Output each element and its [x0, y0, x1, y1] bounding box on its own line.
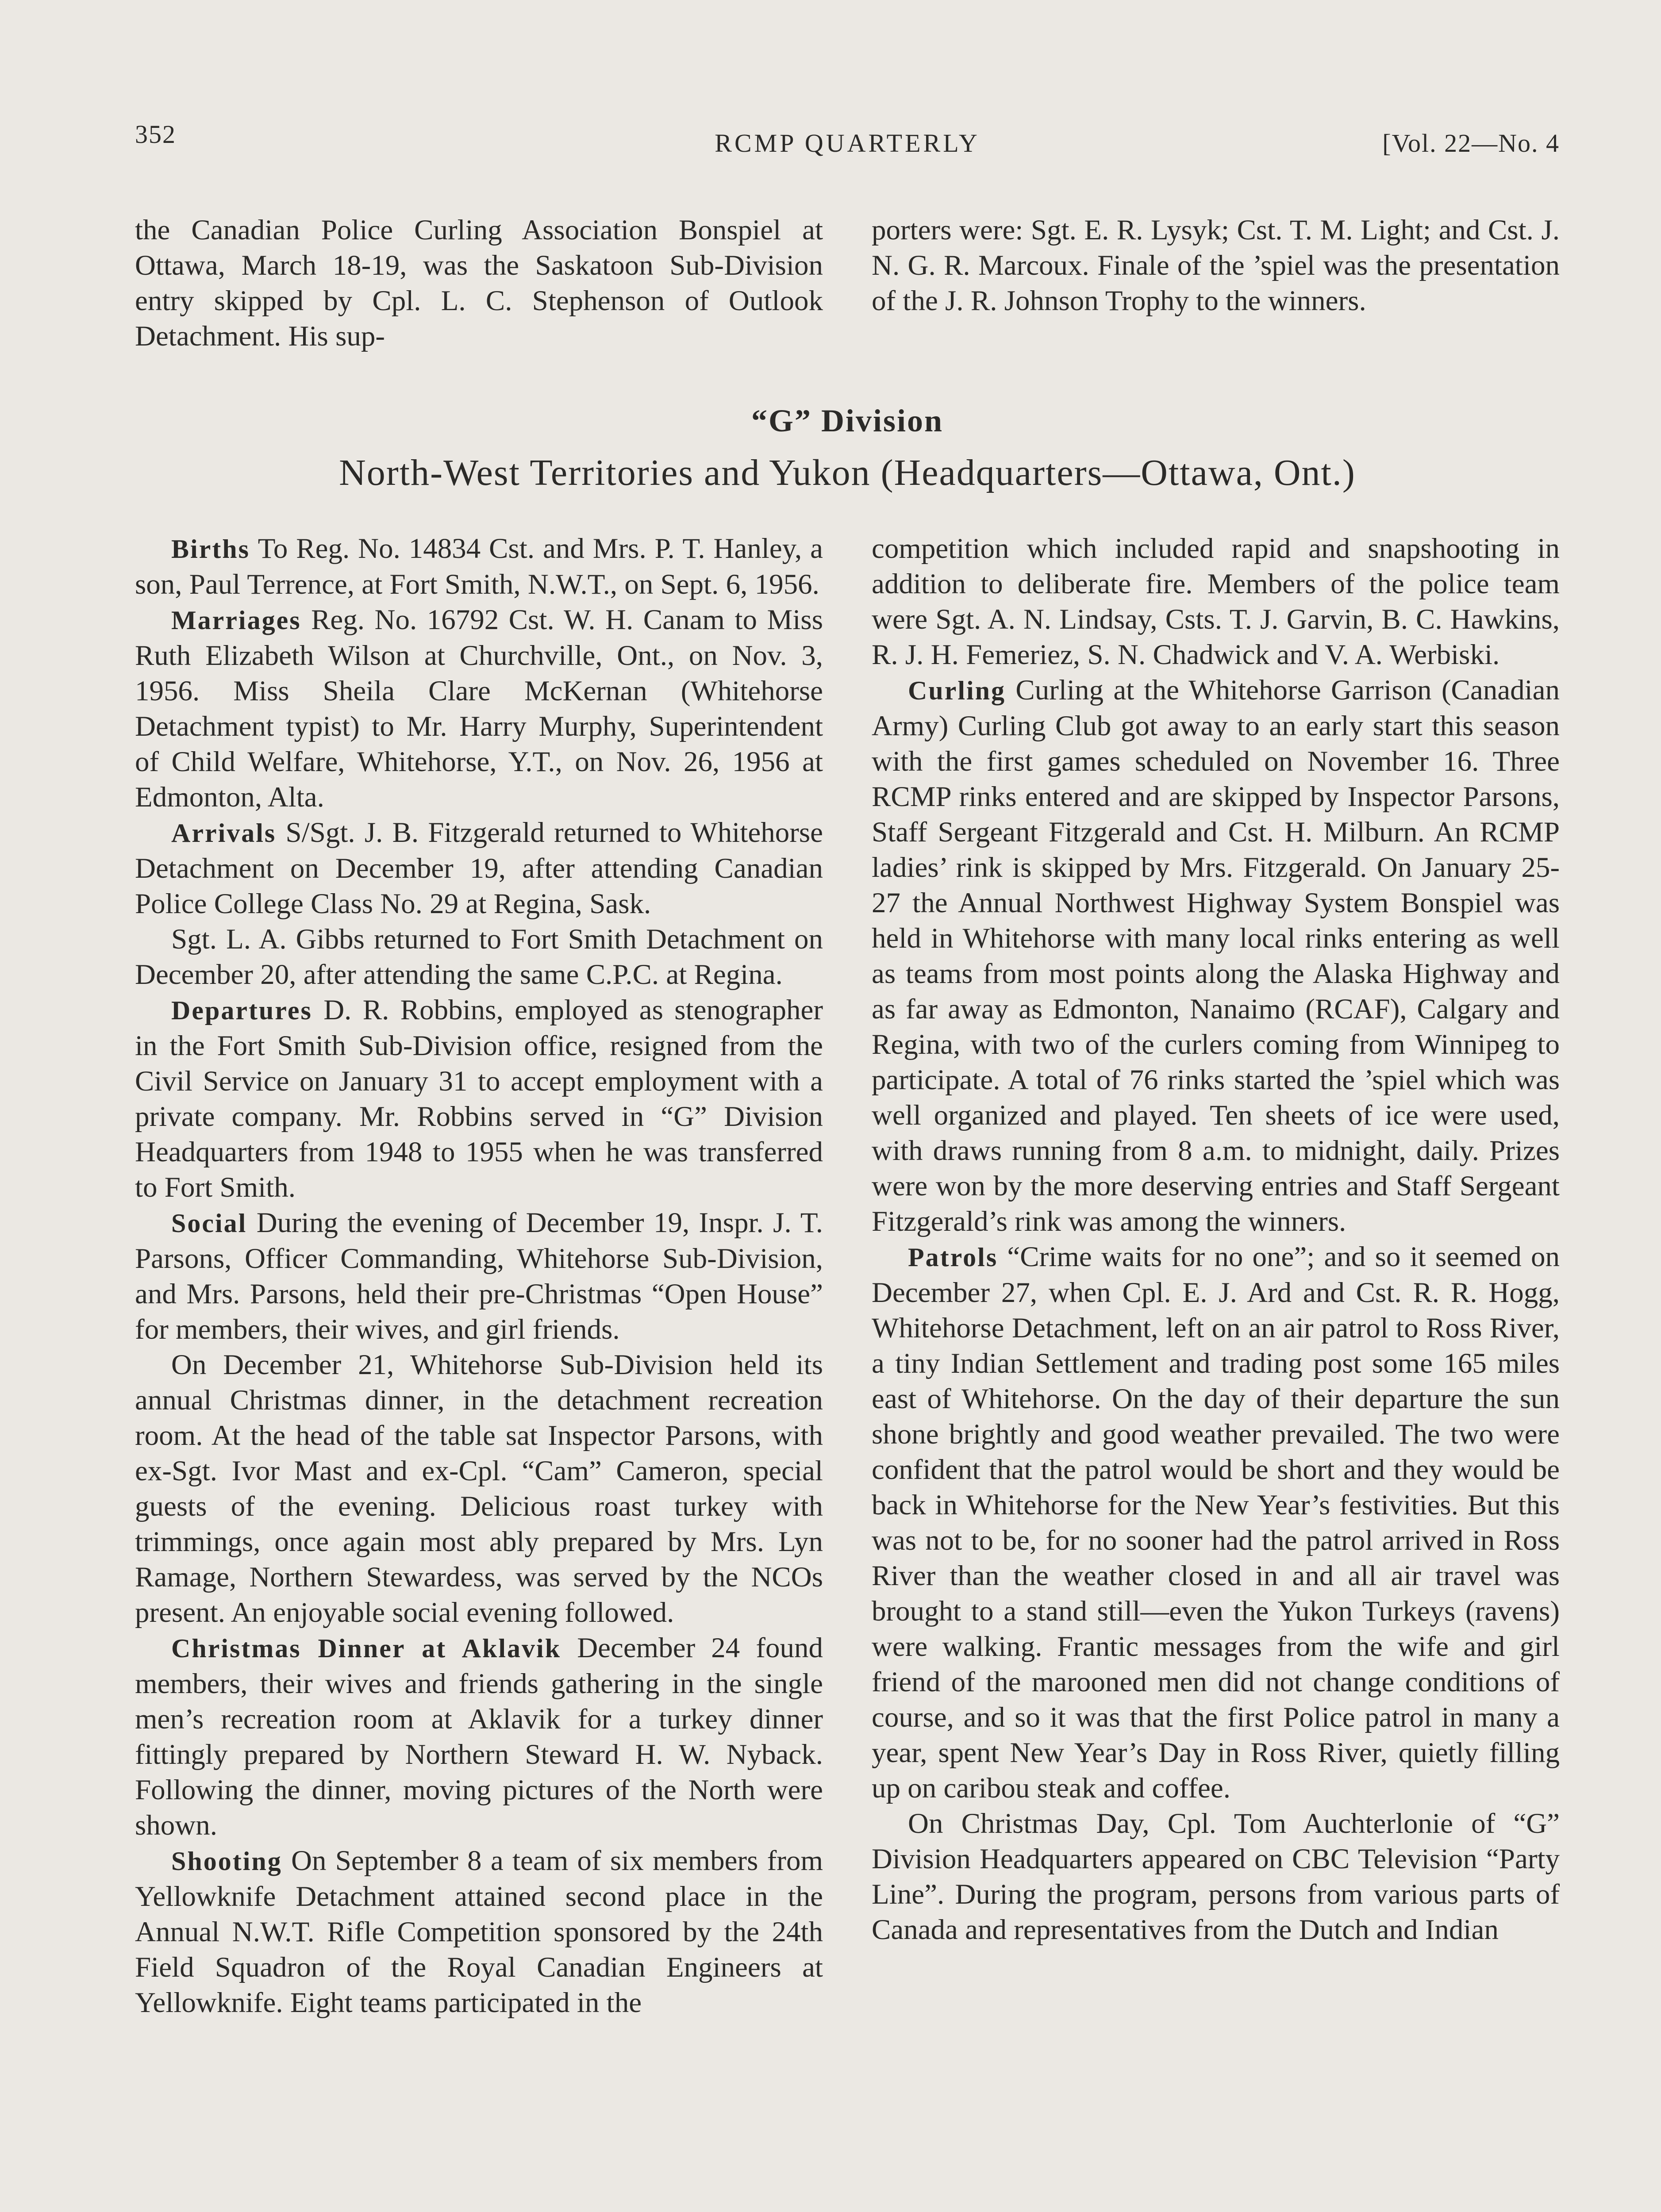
article-paragraph: [135, 1205, 823, 1347]
division-subtitle: North-West Territories and Yukon (Headquarters—Ottawa, Ont.): [339, 452, 1356, 493]
paragraph-lead-heading: Departures: [171, 996, 312, 1025]
main-right-column: [872, 531, 1560, 1947]
top-left-column: [135, 212, 823, 354]
article-paragraph: [135, 815, 823, 922]
page-number: 352: [135, 120, 176, 149]
paragraph-text: D. R. Robbins, employed as stenographer in the Fort Smith Sub-Division office, resigned from the Civil Service on January 31 to accept employment with a private company. Mr. Robbins served in “G” Division Headquarters from 1948 to 1955 when he was transferred to Fort Smith.: [135, 994, 823, 1203]
division-title: “G” Division: [751, 403, 944, 438]
article-paragraph: [135, 922, 823, 992]
paragraph-text: To Reg. No. 14834 Cst. and Mrs. P. T. Hanley, a son, Paul Terrence, at Fort Smith, N.W.T., on Sept. 6, 1956.: [135, 533, 823, 600]
paragraph-lead-heading: Patrols: [908, 1243, 998, 1272]
article-paragraph: [872, 1239, 1560, 1806]
article-paragraph: [135, 1843, 823, 2020]
main-left-column: [135, 531, 823, 2020]
article-paragraph: [872, 531, 1560, 672]
paragraph-lead-heading: Christmas Dinner at Aklavik: [171, 1634, 561, 1663]
page-header: [135, 119, 1560, 164]
running-title: RCMP QUARTERLY: [715, 129, 980, 157]
paragraph-text: On December 21, Whitehorse Sub-Division held its annual Christmas dinner, in the detachment recreation room. At the head of the table sat Inspector Parsons, with ex-Sgt. Ivor Mast and ex-Cpl. “Cam” Cameron, special guests of the evening. Delicious roast turkey with trimmings, once again most ably prepared by Mrs. Lyn Ramage, Northern Stewardess, was served by the NCOs present. An enjoyable social evening followed.: [135, 1349, 823, 1628]
paragraph-text: “Crime waits for no one”; and so it seemed on December 27, when Cpl. E. J. Ard and Cst. R. R. Hogg, Whitehorse Detachment, left on an air patrol to Ross River, a tiny Indian Settlement and trading post some 165 miles east of Whitehorse. On the day of their departure the sun shone brightly and good weather prevailed. The two were confident that the patrol would be short and they would be back in Whitehorse for the New Year’s festivities. But this was not to be, for no sooner had the patrol arrived in Ross River than the weather closed in and all air travel was brought to a stand still—even the Yukon Turkeys (ravens) were walking. Frantic messages from the wife and girl friend of the marooned men did not change conditions of course, and so it was that the first Police patrol in many a year, spent New Year’s Day in Ross River, quietly filling up on caribou steak and coffee.: [872, 1241, 1560, 1804]
paragraph-text: competition which included rapid and snapshooting in addition to deliberate fire. Members of the police team were Sgt. A. N. Lindsay, Csts. T. J. Garvin, B. C. Hawkins, R. J. H. Femeriez, S. N. Chadwick and V. A. Werbiski.: [872, 533, 1560, 671]
paragraph-text: Curling at the Whitehorse Garrison (Canadian Army) Curling Club got away to an early start this season with the first games scheduled on November 16. Three RCMP rinks entered and are skipped by Inspector Parsons, Staff Sergeant Fitzgerald and Cst. H. Milburn. An RCMP ladies’ rink is skipped by Mrs. Fitzgerald. On January 25-27 the Annual Northwest Highway System Bonspiel was held in Whitehorse with many local rinks entering as well as teams from most points along the Alaska Highway and as far away as Edmonton, Nanaimo (RCAF), Calgary and Regina, with two of the curlers coming from Winnipeg to participate. A total of 76 rinks started the ’spiel which was well organized and played. Ten sheets of ice were used, with draws running from 8 a.m. to midnight, daily. Prizes were won by the more deserving entries and Staff Sergeant Fitzgerald’s rink was among the winners.: [872, 674, 1560, 1237]
article-paragraph: [135, 992, 823, 1205]
article-paragraph: [135, 531, 823, 602]
article-paragraph: [872, 672, 1560, 1239]
paragraph-text: During the evening of December 19, Inspr. J. T. Parsons, Officer Commanding, Whitehorse Sub-Division, and Mrs. Parsons, held their pre-Christmas “Open House” for members, their wives, and girl friends.: [135, 1207, 823, 1345]
continued-paragraph: porters were: Sgt. E. R. Lysyk; Cst. T. M. Light; and Cst. J. N. G. R. Marcoux. Finale of the ’spiel was the presentation of the J. R. Johnson Trophy to the winners.: [872, 214, 1560, 317]
article-paragraph: [872, 1806, 1560, 1947]
continued-paragraph: the Canadian Police Curling Association Bonspiel at Ottawa, March 18-19, was the Saskatoon Sub-Division entry skipped by Cpl. L. C. Stephenson of Outlook Detachment. His sup-: [135, 214, 823, 352]
article-paragraph: [135, 602, 823, 815]
paragraph-lead-heading: Marriages: [171, 606, 301, 635]
paragraph-text: Reg. No. 16792 Cst. W. H. Canam to Miss Ruth Elizabeth Wilson at Churchville, Ont., on Nov. 3, 1956. Miss Sheila Clare McKernan (Whitehorse Detachment typist) to Mr. Harry Murphy, Superintendent of Child Welfare, Whitehorse, Y.T., on Nov. 26, 1956 at Edmonton, Alta.: [135, 604, 823, 813]
article-paragraph: [135, 1347, 823, 1630]
paragraph-lead-heading: Arrivals: [171, 818, 277, 848]
top-right-column: [872, 212, 1560, 319]
paragraph-lead-heading: Curling: [908, 676, 1006, 705]
paragraph-lead-heading: Births: [171, 534, 250, 564]
paragraph-text: On September 8 a team of six members from Yellowknife Detachment attained second place in the Annual N.W.T. Rifle Competition sponsored by the 24th Field Squadron of the Royal Canadian Engineers at Yellowknife. Eight teams participated in the: [135, 1845, 823, 2019]
paragraph-text: Sgt. L. A. Gibbs returned to Fort Smith Detachment on December 20, after attending the same C.P.C. at Regina.: [135, 923, 823, 991]
paragraph-text: December 24 found members, their wives and friends gathering in the single men’s recreation room at Aklavik for a turkey dinner fittingly prepared by Northern Steward H. W. Nyback. Following the dinner, moving pictures of the North were shown.: [135, 1632, 823, 1841]
paragraph-text: S/Sgt. J. B. Fitzgerald returned to Whitehorse Detachment on December 19, after attending Canadian Police College Class No. 29 at Regina, Sask.: [135, 817, 823, 920]
volume-reference: [Vol. 22—No. 4: [1382, 129, 1560, 157]
paragraph-text: On Christmas Day, Cpl. Tom Auchterlonie of “G” Division Headquarters appeared on CBC Television “Party Line”. During the program, persons from various parts of Canada and representatives from the Dutch and Indian: [872, 1808, 1560, 1946]
paragraph-lead-heading: Social: [171, 1209, 247, 1238]
article-paragraph: [135, 1630, 823, 1843]
paragraph-lead-heading: Shooting: [171, 1847, 282, 1876]
